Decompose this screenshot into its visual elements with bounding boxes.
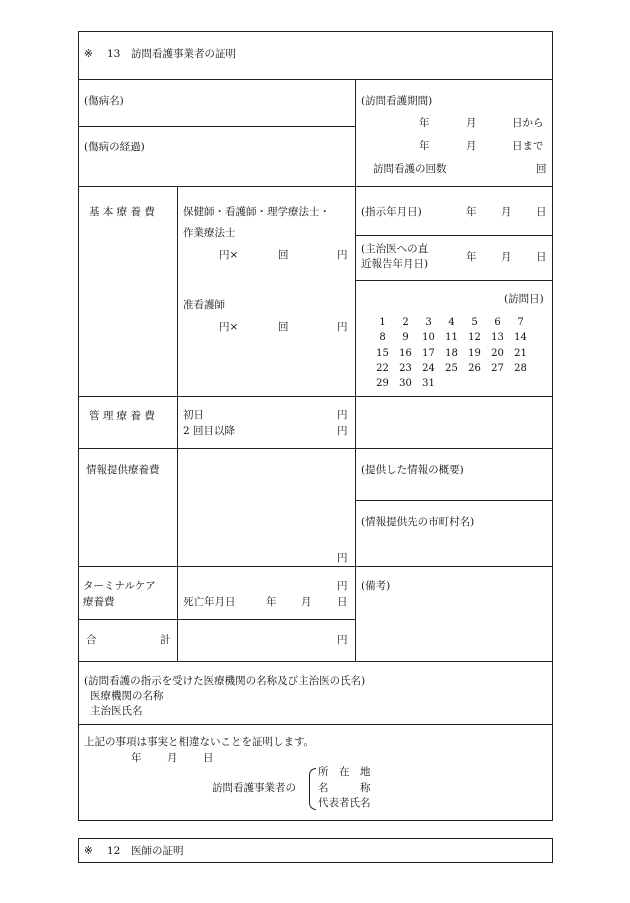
assistant-nurse-label: 准看護師: [183, 299, 225, 311]
cert-day: 日: [203, 752, 214, 764]
total-yen: 円: [337, 634, 348, 646]
section-divider-1: [78, 186, 553, 187]
calendar-day[interactable]: 20: [491, 347, 504, 359]
injury-divider: [78, 126, 355, 127]
instruction-year: 年: [466, 206, 477, 218]
header-divider: [78, 79, 553, 80]
calendar-day[interactable]: 8: [379, 332, 386, 344]
representative-label: 代表者氏名: [318, 797, 371, 809]
first-day-label: 初日: [183, 409, 204, 421]
calendar-day[interactable]: 12: [468, 332, 481, 344]
institution-heading: (訪問看護の指示を受けた医療機関の名称及び主治医の氏名): [84, 675, 366, 687]
calendar-day[interactable]: 13: [491, 332, 504, 344]
calendar-row: [371, 361, 532, 376]
footer-box-bottom: [78, 862, 553, 863]
section-title: 訪問看護事業者の証明: [131, 48, 236, 60]
calendar-day[interactable]: 19: [468, 347, 481, 359]
death-year: 年: [266, 596, 277, 608]
calendar-row: [371, 330, 532, 345]
info-fee-label: 情報提供療養費: [86, 464, 160, 476]
calendar-empty: [463, 376, 486, 391]
calendar-day[interactable]: 10: [422, 332, 435, 344]
report-year: 年: [466, 251, 477, 263]
footer-note-mark: ※: [84, 845, 93, 857]
calendar-day[interactable]: 4: [448, 317, 455, 329]
footer-box-top: [78, 838, 553, 839]
calendar-day[interactable]: 30: [399, 378, 412, 390]
total-divider: [78, 619, 355, 620]
label-column-divider: [177, 186, 178, 661]
basic-staff-line1: 保健師・看護師・理学療法士・: [183, 206, 330, 218]
section-divider-4: [78, 566, 553, 567]
basic-yen-times-1: 円×: [219, 249, 239, 261]
calendar-empty: [440, 376, 463, 391]
certification-statement: 上記の事項は事実と相違ないことを証明します。: [84, 736, 315, 748]
calendar-row: [371, 315, 532, 330]
calendar-day[interactable]: 28: [514, 363, 527, 375]
calendar-row: [371, 376, 532, 391]
calendar-day[interactable]: 9: [402, 332, 409, 344]
footer-section-number: 12: [107, 845, 121, 857]
report-label-line2: 近報告年月日): [361, 258, 429, 270]
period-to-year: 年: [419, 140, 430, 152]
calendar-day[interactable]: 6: [494, 317, 501, 329]
footer-box-left: [78, 838, 79, 863]
footer-box-right: [552, 838, 553, 863]
basic-staff-line2: 作業療法士: [183, 227, 236, 239]
provider-label: 訪問看護事業者の: [212, 782, 296, 794]
calendar-day[interactable]: 23: [399, 363, 412, 375]
calendar-day[interactable]: 11: [445, 332, 458, 344]
calendar-day[interactable]: 25: [445, 363, 458, 375]
injury-name-label: (傷病名): [84, 95, 124, 107]
calendar-day[interactable]: 29: [376, 378, 389, 390]
instruction-month: 月: [501, 206, 512, 218]
terminal-fee-label-line1: ターミナルケア: [83, 580, 156, 592]
management-fee-label: 管 理 療 養 費: [89, 410, 155, 422]
brace-bracket: [309, 768, 316, 810]
total-label-a: 合: [86, 634, 97, 646]
death-day: 日: [337, 596, 348, 608]
report-label-line1: (主治医への直: [361, 243, 429, 255]
footer-section-title: 医師の証明: [131, 845, 184, 857]
section-divider-6: [78, 724, 553, 725]
death-date-label: 死亡年月日: [183, 596, 236, 608]
calendar-day[interactable]: 1: [379, 317, 386, 329]
frame-right-border: [552, 31, 553, 821]
visit-days-calendar: [371, 315, 532, 391]
terminal-fee-label-line2: 療養費: [83, 596, 115, 608]
frame-top-border: [78, 31, 553, 32]
note-mark: ※: [84, 48, 93, 60]
frame-bottom-border: [78, 820, 553, 821]
visit-count-label: 訪問看護の回数: [373, 163, 447, 175]
calendar-day[interactable]: 16: [399, 347, 412, 359]
calendar-empty: [486, 376, 509, 391]
basic-yen-2: 円: [337, 321, 348, 333]
calendar-day[interactable]: 15: [376, 347, 389, 359]
company-name-label: 名 称: [318, 782, 371, 794]
basic-times-2: 回: [278, 321, 289, 333]
cert-year: 年: [131, 752, 142, 764]
total-label-b: 計: [160, 634, 171, 646]
basic-yen-times-2: 円×: [219, 321, 239, 333]
calendar-day[interactable]: 31: [422, 378, 435, 390]
basic-times-1: 回: [278, 249, 289, 261]
period-to-day: 日まで: [512, 140, 544, 152]
calendar-day[interactable]: 27: [491, 363, 504, 375]
calendar-day[interactable]: 22: [376, 363, 389, 375]
period-to-month: 月: [466, 140, 477, 152]
terminal-fee-yen: 円: [337, 580, 348, 592]
institution-name-label: 医療機関の名称: [90, 690, 164, 702]
basic-fee-label: 基 本 療 養 費: [89, 206, 155, 218]
after-day2-yen: 円: [337, 425, 348, 437]
after-day2-label: 2 回目以降: [183, 425, 236, 437]
instruction-divider: [355, 235, 553, 236]
main-column-divider: [355, 79, 356, 661]
period-from-day: 日から: [512, 117, 544, 129]
calendar-day[interactable]: 2: [402, 317, 409, 329]
report-month: 月: [501, 251, 512, 263]
instruction-date-label: (指示年月日): [361, 206, 422, 218]
section-divider-2: [78, 396, 553, 397]
calendar-day[interactable]: 18: [445, 347, 458, 359]
section-divider-5: [78, 661, 553, 662]
report-day: 日: [536, 251, 547, 263]
report-divider: [355, 280, 553, 281]
basic-yen-1: 円: [337, 249, 348, 261]
info-divider: [355, 500, 553, 501]
period-from-month: 月: [466, 117, 477, 129]
section-number: 13: [107, 48, 121, 60]
calendar-day[interactable]: 5: [471, 317, 478, 329]
period-from-year: 年: [419, 117, 430, 129]
section-divider-3: [78, 448, 553, 449]
first-day-yen: 円: [337, 409, 348, 421]
calendar-day[interactable]: 17: [422, 347, 435, 359]
address-label: 所 在 地: [318, 766, 371, 778]
calendar-day[interactable]: 3: [425, 317, 432, 329]
visit-days-label: (訪問日): [504, 293, 544, 305]
instruction-day: 日: [536, 206, 547, 218]
calendar-day[interactable]: 26: [468, 363, 481, 375]
calendar-day[interactable]: 7: [517, 317, 524, 329]
info-municipality-label: (情報提供先の市町村名): [361, 516, 475, 528]
death-month: 月: [301, 596, 312, 608]
frame-left-border: [78, 31, 79, 821]
period-label: (訪問看護期間): [361, 95, 433, 107]
injury-course-label: (傷病の経過): [84, 141, 145, 153]
visit-count-unit: 回: [536, 163, 547, 175]
doctor-name-label: 主治医氏名: [90, 705, 143, 717]
remarks-label: (備考): [361, 580, 391, 592]
info-fee-yen: 円: [337, 552, 348, 564]
info-summary-label: (提供した情報の概要): [361, 464, 464, 476]
cert-month: 月: [167, 752, 178, 764]
calendar-day[interactable]: 14: [514, 332, 527, 344]
calendar-day[interactable]: 24: [422, 363, 435, 375]
calendar-row: [371, 346, 532, 361]
calendar-day[interactable]: 21: [514, 347, 527, 359]
calendar-empty: [509, 376, 532, 391]
